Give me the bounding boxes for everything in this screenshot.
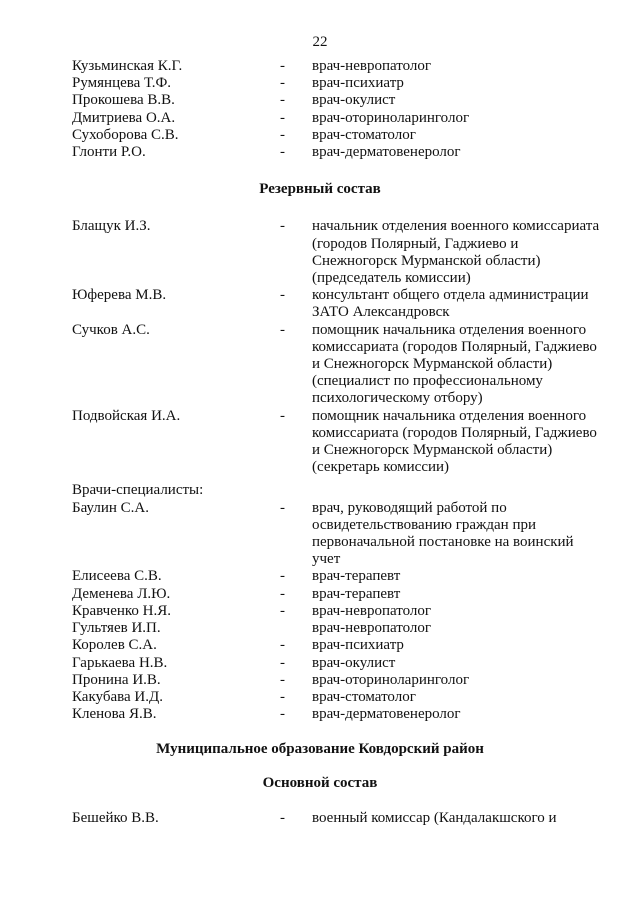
list-item [72,672,612,689]
list-item [72,810,612,827]
person-role: врач-терапевт [312,568,401,585]
separator-dash: - [280,809,285,826]
person-role: военный комиссар (Кандалакшского и [312,809,557,826]
person-name: Подвойская И.А. [72,407,181,424]
page-number: 22 [312,34,328,50]
person-role: помощник начальника отделения военного комиссариата (городов Полярный, Гаджиево и Снежногорск Мурманской области) (специалист по профессиональному психологическому отбору) [312,321,597,407]
separator-dash: - [280,109,285,126]
person-name: Баулин С.А. [72,499,149,516]
person-name: Дмитриева О.А. [72,109,176,126]
person-role: врач-окулист [312,92,396,109]
person-name: Румянцева Т.Ф. [72,75,172,92]
person-role: начальник отделения военного комиссариата (городов Полярный, Гаджиево и Снежногорск Мурманской области) (председатель комиссии) [312,218,600,287]
person-name: Блащук И.З. [72,218,151,235]
list-item [72,603,612,620]
list-item [72,408,612,477]
list-item [72,620,612,637]
separator-dash: - [280,321,285,338]
person-name: Пронина И.В. [72,671,161,688]
person-role: врач-дерматовенеролог [312,144,461,161]
separator-dash: - [280,218,285,235]
list-item [72,500,612,569]
person-role: врач-оториноларинголог [312,671,470,688]
person-name: Гультяев И.П. [72,620,161,637]
person-name: Кленова Я.В. [72,706,157,723]
list-item [72,586,612,603]
person-role: врач-стоматолог [312,688,416,705]
person-name: Кузьминская К.Г. [72,58,183,74]
list-item [72,287,612,321]
person-name: Юферева М.В. [72,287,167,304]
separator-dash: - [280,585,285,602]
separator-dash: - [280,706,285,723]
list-item [72,75,612,92]
person-role: врач-невропатолог [312,620,432,637]
separator-dash [280,620,312,637]
section-heading-reserve: Резервный состав [259,181,381,198]
separator-dash: - [280,499,285,516]
separator-dash: - [280,654,285,671]
person-name: Деменева Л.Ю. [72,585,171,602]
list-item [72,322,612,408]
list-item [72,92,612,109]
person-name: Сучков А.С. [72,321,150,338]
list-item [72,110,612,127]
person-role: помощник начальника отделения военного комиссариата (городов Полярный, Гаджиево и Снежногорск Мурманской области) (секретарь комиссии) [312,407,597,476]
document-content [72,58,612,827]
person-role: врач-стоматолог [312,126,416,143]
person-role: врач-невропатолог [312,58,432,74]
person-name: Сухоборова С.В. [72,126,179,143]
person-name: Прокошева В.В. [72,92,175,109]
list-item [72,218,612,287]
list-item [72,127,612,144]
person-role: врач-терапевт [312,585,401,602]
separator-dash: - [280,75,285,92]
separator-dash: - [280,126,285,143]
person-name: Елисеева С.В. [72,568,162,585]
separator-dash: - [280,92,285,109]
separator-dash: - [280,144,285,161]
list-item [72,637,612,654]
person-role: врач-дерматовенеролог [312,706,461,723]
person-name: Бешейко В.В. [72,809,159,826]
list-item [72,58,612,75]
separator-dash: - [280,637,285,654]
person-name: Глонти Р.О. [72,144,146,161]
list-item [72,689,612,706]
list-item [72,655,612,672]
list-item [72,706,612,723]
list-item [72,568,612,585]
list-item [72,144,612,161]
person-role: врач-окулист [312,654,396,671]
person-name: Королев С.А. [72,637,157,654]
person-name: Кравченко Н.Я. [72,602,172,619]
doctors-label: Врачи-специалисты: [72,482,204,499]
separator-dash: - [280,58,285,74]
person-name: Гарькаева Н.В. [72,654,168,671]
person-role: врач-невропатолог [312,602,432,619]
person-role: врач-психиатр [312,75,404,92]
separator-dash: - [280,688,285,705]
separator-dash: - [280,568,285,585]
section-heading-main: Основной состав [262,774,378,791]
separator-dash: - [280,287,285,304]
person-role: врач, руководящий работой по освидетельствованию граждан при первоначальной постановке на воинский учет [312,499,574,568]
person-name: Какубава И.Д. [72,688,163,705]
separator-dash: - [280,671,285,688]
person-role: врач-оториноларинголог [312,109,470,126]
separator-dash: - [280,602,285,619]
person-role: консультант общего отдела администрации ЗАТО Александровск [312,287,589,321]
person-role: врач-психиатр [312,637,404,654]
section-heading-municipality: Муниципальное образование Ковдорский район [156,741,484,758]
separator-dash: - [280,407,285,424]
